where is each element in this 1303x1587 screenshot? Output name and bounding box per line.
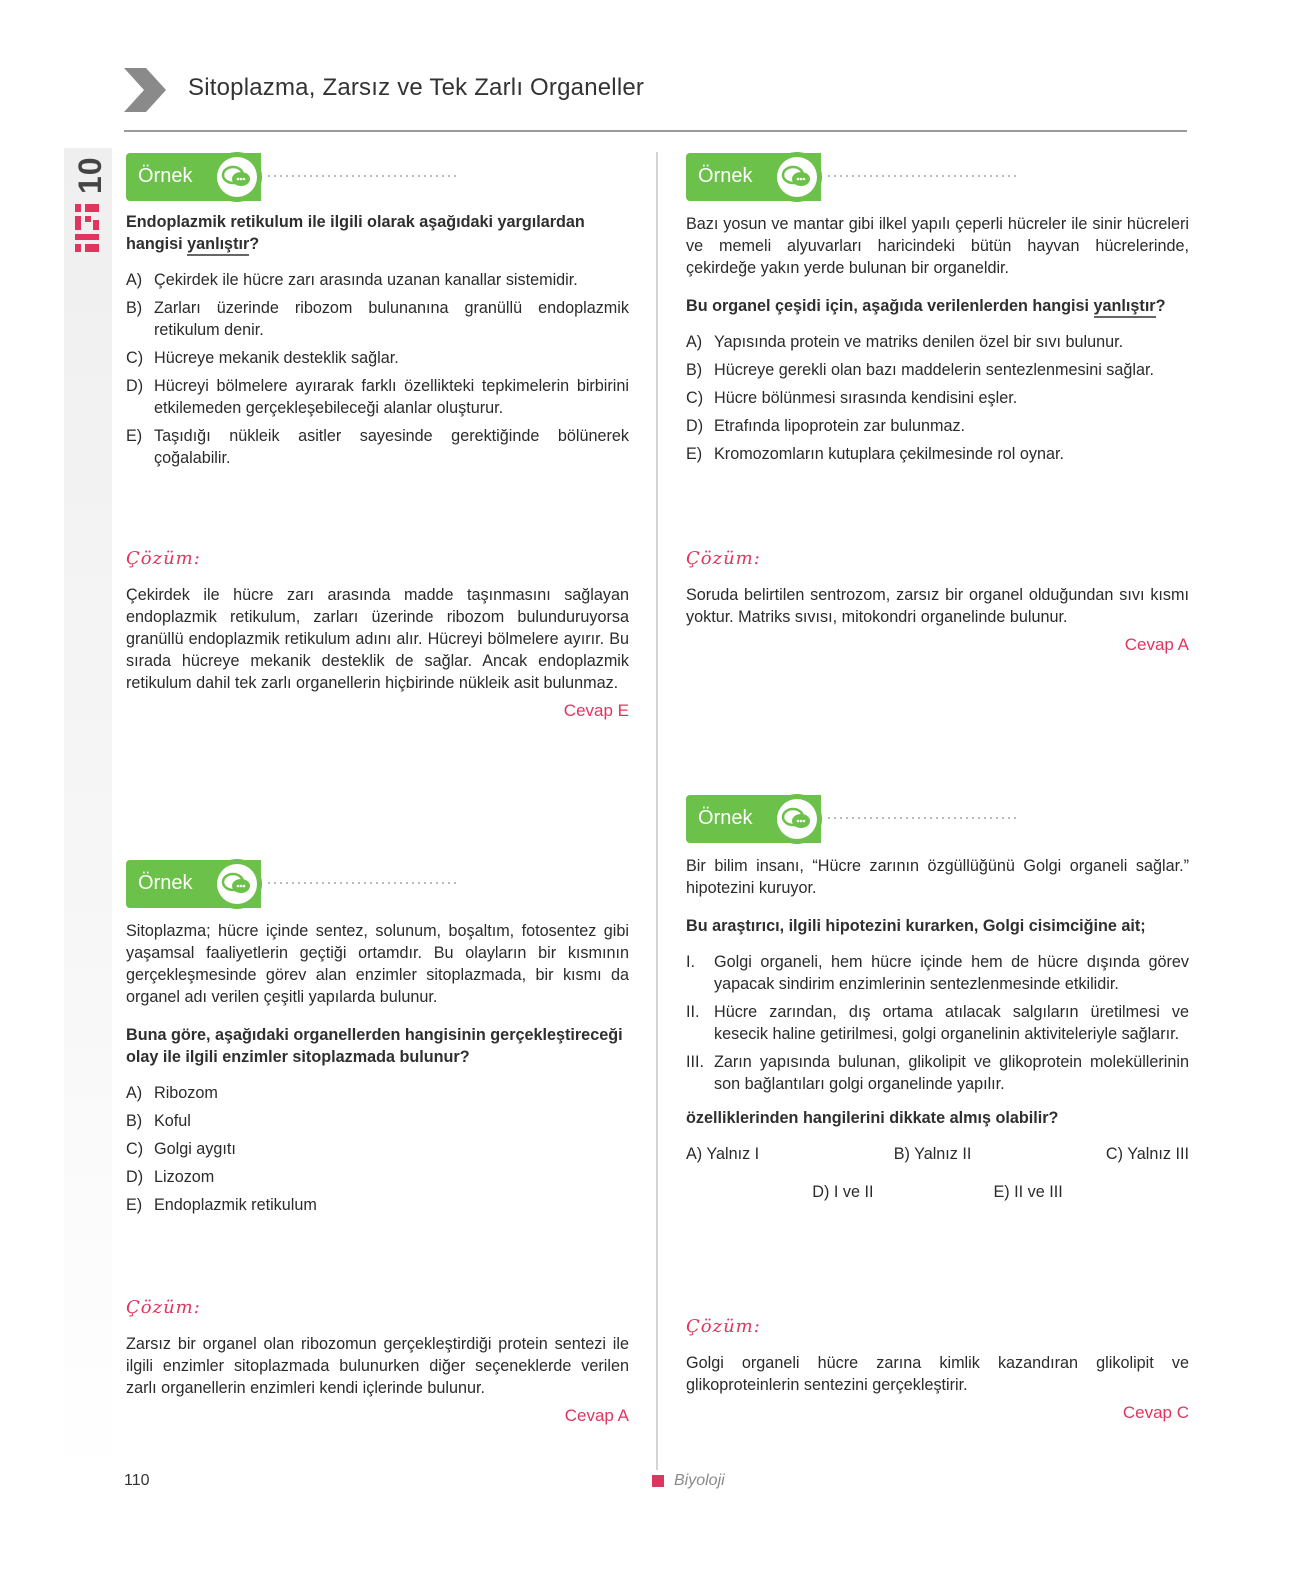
page-number: 110 [124, 1472, 150, 1489]
square-icon [652, 1475, 664, 1487]
example-4 [686, 795, 1189, 1203]
speech-bubble-icon [212, 859, 262, 909]
answer-options-row-2 [686, 1181, 1189, 1203]
question-text: Bu organel çeşidi için, aşağıda verilenlerden hangisi yanlıştır? [686, 295, 1189, 317]
speech-bubble-icon [212, 152, 262, 202]
solution-label: Çözüm: [686, 1316, 761, 1337]
option-c[interactable]: C) Yalnız III [1105, 1145, 1189, 1163]
solution-text: Zarsız bir organel olan ribozomun gerçekleştirdiği protein sentezi ile ilgili enzimler sitoplazmada bulunurken diğer seçeneklerde verilen zarlı organellerin enzimleri kendi içlerinde bulunur. [126, 1335, 629, 1397]
solution-4 [686, 1316, 1189, 1424]
statements-list [686, 951, 1189, 1095]
example-2 [686, 153, 1189, 471]
example-badge: Örnek [686, 153, 1026, 201]
column-divider [656, 152, 658, 1470]
question-text-2: özelliklerinden hangilerini dikkate almış olabilir? [686, 1109, 1059, 1127]
option-d[interactable]: D) Lizozom [126, 1168, 215, 1186]
answer-label: Cevap E [563, 701, 629, 720]
solution-text: Golgi organeli hücre zarına kimlik kazandıran glikolipit ve glikoproteinlerin sentezini gerçekleştirir. [686, 1354, 1189, 1394]
option-a[interactable]: A) Yalnız I [686, 1145, 760, 1163]
option-a[interactable]: A) Çekirdek ile hücre zarı arasında uzanan kanallar sistemidir. [126, 271, 578, 289]
question-text: Bu araştırıcı, ilgili hipotezini kurarken, Golgi cisimciğine ait; [686, 917, 1146, 935]
answer-label: Cevap C [1122, 1403, 1189, 1422]
option-b[interactable]: B) Koful [126, 1112, 191, 1130]
statement-2: II. Hücre zarından, dış ortama atılacak salgıların üretilmesi ve kesecik haline getirilmesi, golgi organelinin aktiviteleriyle sağlarır. [686, 1003, 1189, 1043]
answer-label: Cevap A [1124, 635, 1189, 654]
example-badge: Örnek [686, 795, 1026, 843]
option-c[interactable]: C) Hücre bölünmesi sırasında kendisini eşler. [686, 389, 1018, 407]
page-title: Sitoplazma, Zarsız ve Tek Zarlı Organeller [188, 74, 645, 101]
answer-options-row-1 [686, 1143, 1189, 1165]
option-c[interactable]: C) Golgi aygıtı [126, 1140, 236, 1158]
subject-label: Biyoloji [674, 1472, 725, 1489]
solution-label: Çözüm: [126, 1297, 201, 1318]
example-1 [126, 153, 629, 475]
solution-3 [126, 1297, 629, 1427]
solution-1 [126, 548, 629, 722]
options-list [126, 1082, 629, 1216]
speech-bubble-icon [772, 794, 822, 844]
option-d[interactable]: D) Etrafında lipoprotein zar bulunmaz. [686, 417, 966, 435]
example-badge: Örnek [126, 860, 466, 908]
side-strip [64, 148, 112, 1478]
statement-3: III. Zarın yapısında bulunan, glikolipit ve glikoprotein moleküllerinin son bağlantıları golgi organelinde yapılır. [686, 1053, 1189, 1093]
option-a[interactable]: A) Yapısında protein ve matriks denilen özel bir sıvı bulunur. [686, 333, 1124, 351]
option-e[interactable]: E) Kromozomların kutuplara çekilmesinde rol oynar. [686, 445, 1064, 463]
option-d[interactable]: D) Hücreyi bölmelere ayırarak farklı özellikteki tepkimelerin birbirini etkilemeden gerçekleşebileceği alanlar oluşturur. [126, 377, 629, 417]
answer-label: Cevap A [564, 1406, 629, 1425]
example-badge: Örnek [126, 153, 466, 201]
question-text: Endoplazmik retikulum ile ilgili olarak aşağıdaki yargılardan hangisi yanlıştır? [126, 211, 629, 255]
chevron-right-icon [124, 68, 166, 112]
question-text: Buna göre, aşağıdaki organellerden hangisinin gerçekleştireceği olay ile ilgili enzimler sitoplazmada bulunur? [126, 1026, 623, 1066]
statement-1: I. Golgi organeli, hem hücre içinde hem de hücre dışında görev yapacak sindirim enzimlerinin sentezlenmesinde etkilidir. [686, 953, 1189, 993]
publisher-logo-icon [73, 202, 103, 254]
intro-text: Bazı yosun ve mantar gibi ilkel yapılı çeperli hücreler ile sinir hücreleri ve memeli alyuvarları haricindeki bütün hayvan hücrelerinde, çekirdeğe yakın yerde bulunan bir organeldir. [686, 215, 1189, 277]
options-list [686, 331, 1189, 465]
option-d[interactable]: D) I ve II [812, 1183, 874, 1201]
example-3 [126, 860, 629, 1222]
header-divider [124, 130, 1187, 132]
option-e[interactable]: E) Taşıdığı nükleik asitler sayesinde gerektiğinde bölünerek çoğalabilir. [126, 427, 629, 467]
speech-bubble-icon [772, 152, 822, 202]
option-e[interactable]: E) II ve III [993, 1183, 1063, 1201]
intro-text: Sitoplazma; hücre içinde sentez, solunum, boşaltım, fotosentez gibi yaşamsal faaliyetlerin geçtiği ortamdır. Bu olayların bir kısmının gerçekleşmesinde görev alan enzimler sitoplazmada, bir kısmı da organel adı verilen çeşitli yapılarda bulunur. [126, 922, 629, 1006]
solution-label: Çözüm: [126, 548, 201, 569]
solution-label: Çözüm: [686, 548, 761, 569]
footer-subject [652, 1472, 725, 1490]
option-b[interactable]: B) Zarları üzerinde ribozom bulunanına granüllü endoplazmik retikulum denir. [126, 299, 629, 339]
option-b[interactable]: B) Yalnız II [893, 1145, 972, 1163]
solution-2 [686, 548, 1189, 656]
side-number: 10 [72, 156, 108, 194]
option-c[interactable]: C) Hücreye mekanik desteklik sağlar. [126, 349, 399, 367]
options-list [126, 269, 629, 469]
option-e[interactable]: E) Endoplazmik retikulum [126, 1196, 317, 1214]
solution-text: Çekirdek ile hücre zarı arasında madde taşınmasını sağlayan endoplazmik retikulum, zarları üzerinde ribozom bulunduruyorsa granüllü endoplazmik retikulum adını alır. Hücreyi bölmelere ayırır. Bu sırada hücreye mekanik desteklik de sağlar. Ancak endoplazmik retikulum dahil tek zarlı organellerin hiçbirinde nükleik asit bulunmaz. [126, 586, 629, 692]
intro-text: Bir bilim insanı, “Hücre zarının özgüllüğünü Golgi organeli sağlar.” hipotezini kuruyor. [686, 857, 1189, 897]
option-b[interactable]: B) Hücreye gerekli olan bazı maddelerin sentezlenmesini sağlar. [686, 361, 1154, 379]
solution-text: Soruda belirtilen sentrozom, zarsız bir organel olduğundan sıvı kısmı yoktur. Matriks sıvısı, mitokondri organelinde bulunur. [686, 586, 1189, 626]
option-a[interactable]: A) Ribozom [126, 1084, 218, 1102]
side-label [68, 150, 108, 260]
